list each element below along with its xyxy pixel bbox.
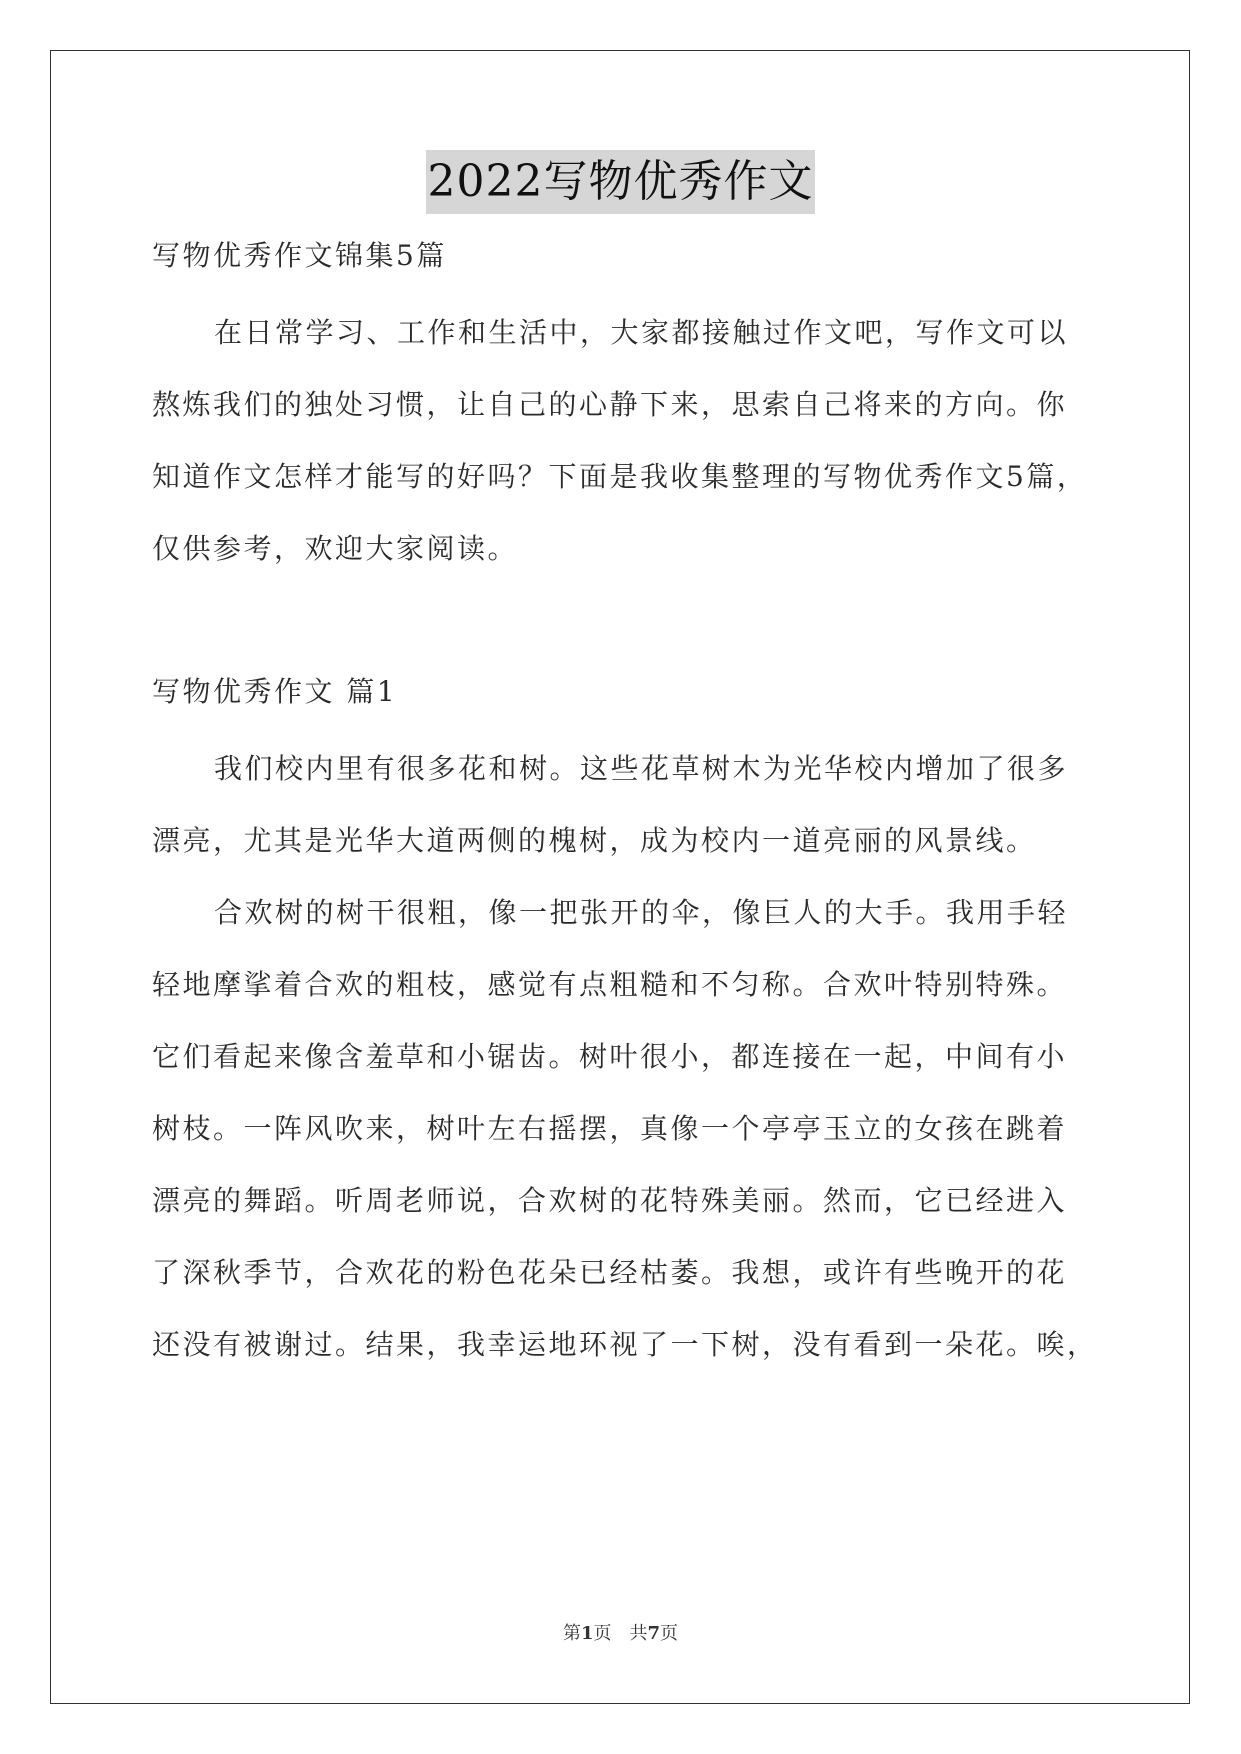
paragraph-line: 它们看起来像含羞草和小锯齿。树叶很小，都连接在一起，中间有小 [152,1040,1068,1073]
document-title: 2022写物优秀作文 [426,150,816,214]
page-border [50,50,1190,1704]
intro-line: 仅供参考，欢迎大家阅读。 [152,532,519,565]
paragraph-line: 漂亮的舞蹈。听周老师说，合欢树的花特殊美丽。然而，它已经进入 [152,1184,1068,1217]
section-heading: 写物优秀作文 篇1 [152,675,398,708]
paragraph-line: 漂亮，尤其是光华大道两侧的槐树，成为校内一道亮丽的风景线。 [152,824,1037,857]
paragraph-line: 合欢树的树干很粗，像一把张开的伞，像巨人的大手。我用手轻 [214,896,1069,929]
paragraph-line: 了深秋季节，合欢花的粉色花朵已经枯萎。我想，或许有些晚开的花 [152,1256,1068,1289]
intro-line: 在日常学习、工作和生活中，大家都接触过作文吧，写作文可以 [214,316,1069,349]
paragraph-line: 树枝。一阵风吹来，树叶左右摇摆，真像一个亭亭玉立的女孩在跳着 [152,1112,1068,1145]
page-footer [0,1622,1241,1646]
current-page-number: 1 [580,1623,594,1644]
footer-prefix: 第 [562,1623,581,1644]
paragraph-line: 我们校内里有很多花和树。这些花草树木为光华校内增加了很多 [214,752,1069,785]
footer-suffix: 页 [660,1623,679,1644]
footer-mid: 页 共 [593,1623,648,1644]
paragraph-line: 还没有被谢过。结果，我幸运地环视了一下树，没有看到一朵花。唉， [152,1328,1098,1361]
intro-line: 知道作文怎样才能写的好吗？下面是我收集整理的写物优秀作文5篇， [152,460,1088,493]
total-pages-number: 7 [647,1623,661,1644]
title-container [0,150,1241,214]
document-subtitle: 写物优秀作文锦集5篇 [152,239,447,272]
paragraph-line: 轻地摩挲着合欢的粗枝，感觉有点粗糙和不匀称。合欢叶特别特殊。 [152,968,1068,1001]
intro-line: 熬炼我们的独处习惯，让自己的心静下来，思索自己将来的方向。你 [152,388,1068,421]
